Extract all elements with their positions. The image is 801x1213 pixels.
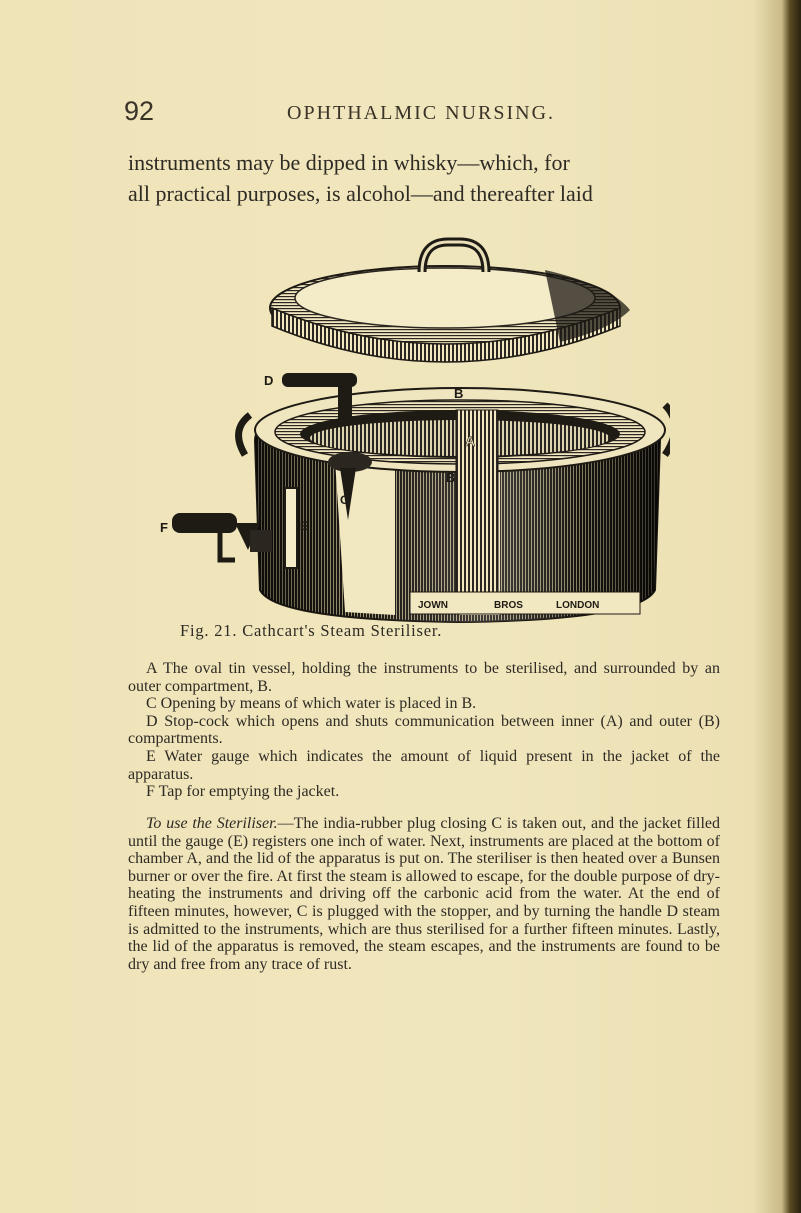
label-b-top: B: [454, 386, 464, 401]
running-head: [0, 96, 801, 132]
usage-heading: To use the Steriliser.: [146, 815, 278, 832]
body-text-line-1: instruments may be dipped in whisky—which, for: [128, 150, 570, 175]
label-d: D: [264, 373, 274, 388]
maker-mark-3: LONDON: [556, 600, 600, 611]
legend-item-a: A The oval tin vessel, holding the instruments to be sterilised, and surrounded by an outer compartment, B.: [128, 660, 720, 695]
body-text-line-2: all practical purposes, is alcohol—and thereafter laid: [128, 181, 593, 206]
usage-paragraph: [128, 815, 720, 973]
page-number: 92: [124, 96, 155, 126]
steriliser-body: [172, 373, 670, 622]
usage-text: —The india-rubber plug closing C is taken out, and the jacket filled until the gauge (E) registers one inch of water. Next, instruments are placed at the bottom of chamber A, and the lid of the apparatus is put on. The steriliser is then heated over a Bunsen burner or over the fire. At first the steam is allowed to escape, for the double purpose of dry-heating the instruments and driving off the carbonic acid from the water. At the end of fifteen minutes, however, C is plugged with the stopper, and by turning the handle D steam is admitted to the instruments, which are thus sterilised for a further fifteen minutes. Lastly, the lid of the apparatus is removed, the steam escapes, and the instruments are found to be dry and free from any trace of rust.: [128, 815, 720, 973]
label-a: A: [465, 433, 476, 449]
figure-caption: Fig. 21. Cathcart's Steam Steriliser.: [180, 621, 443, 640]
steriliser-illustration: [160, 230, 670, 630]
legend-item-c: C Opening by means of which water is placed in B.: [146, 695, 477, 713]
label-f: F: [160, 520, 168, 535]
label-c: C: [340, 493, 349, 507]
maker-mark-2: BROS: [494, 600, 523, 611]
maker-mark-1: JOWN: [418, 600, 448, 611]
legend-item-e: E Water gauge which indicates the amount of liquid present in the jacket of the apparatus.: [128, 747, 720, 783]
legend-item-f: F Tap for emptying the jacket.: [146, 783, 340, 801]
figure-legend: [128, 660, 720, 801]
label-e: E: [300, 519, 309, 533]
legend-item-d: D Stop-cock which opens and shuts communication between inner (A) and outer (B) compartments.: [128, 712, 720, 748]
label-b-mid: B: [446, 470, 456, 485]
lid: [270, 242, 630, 362]
running-head-title: OPHTHALMIC NURSING.: [287, 102, 556, 124]
